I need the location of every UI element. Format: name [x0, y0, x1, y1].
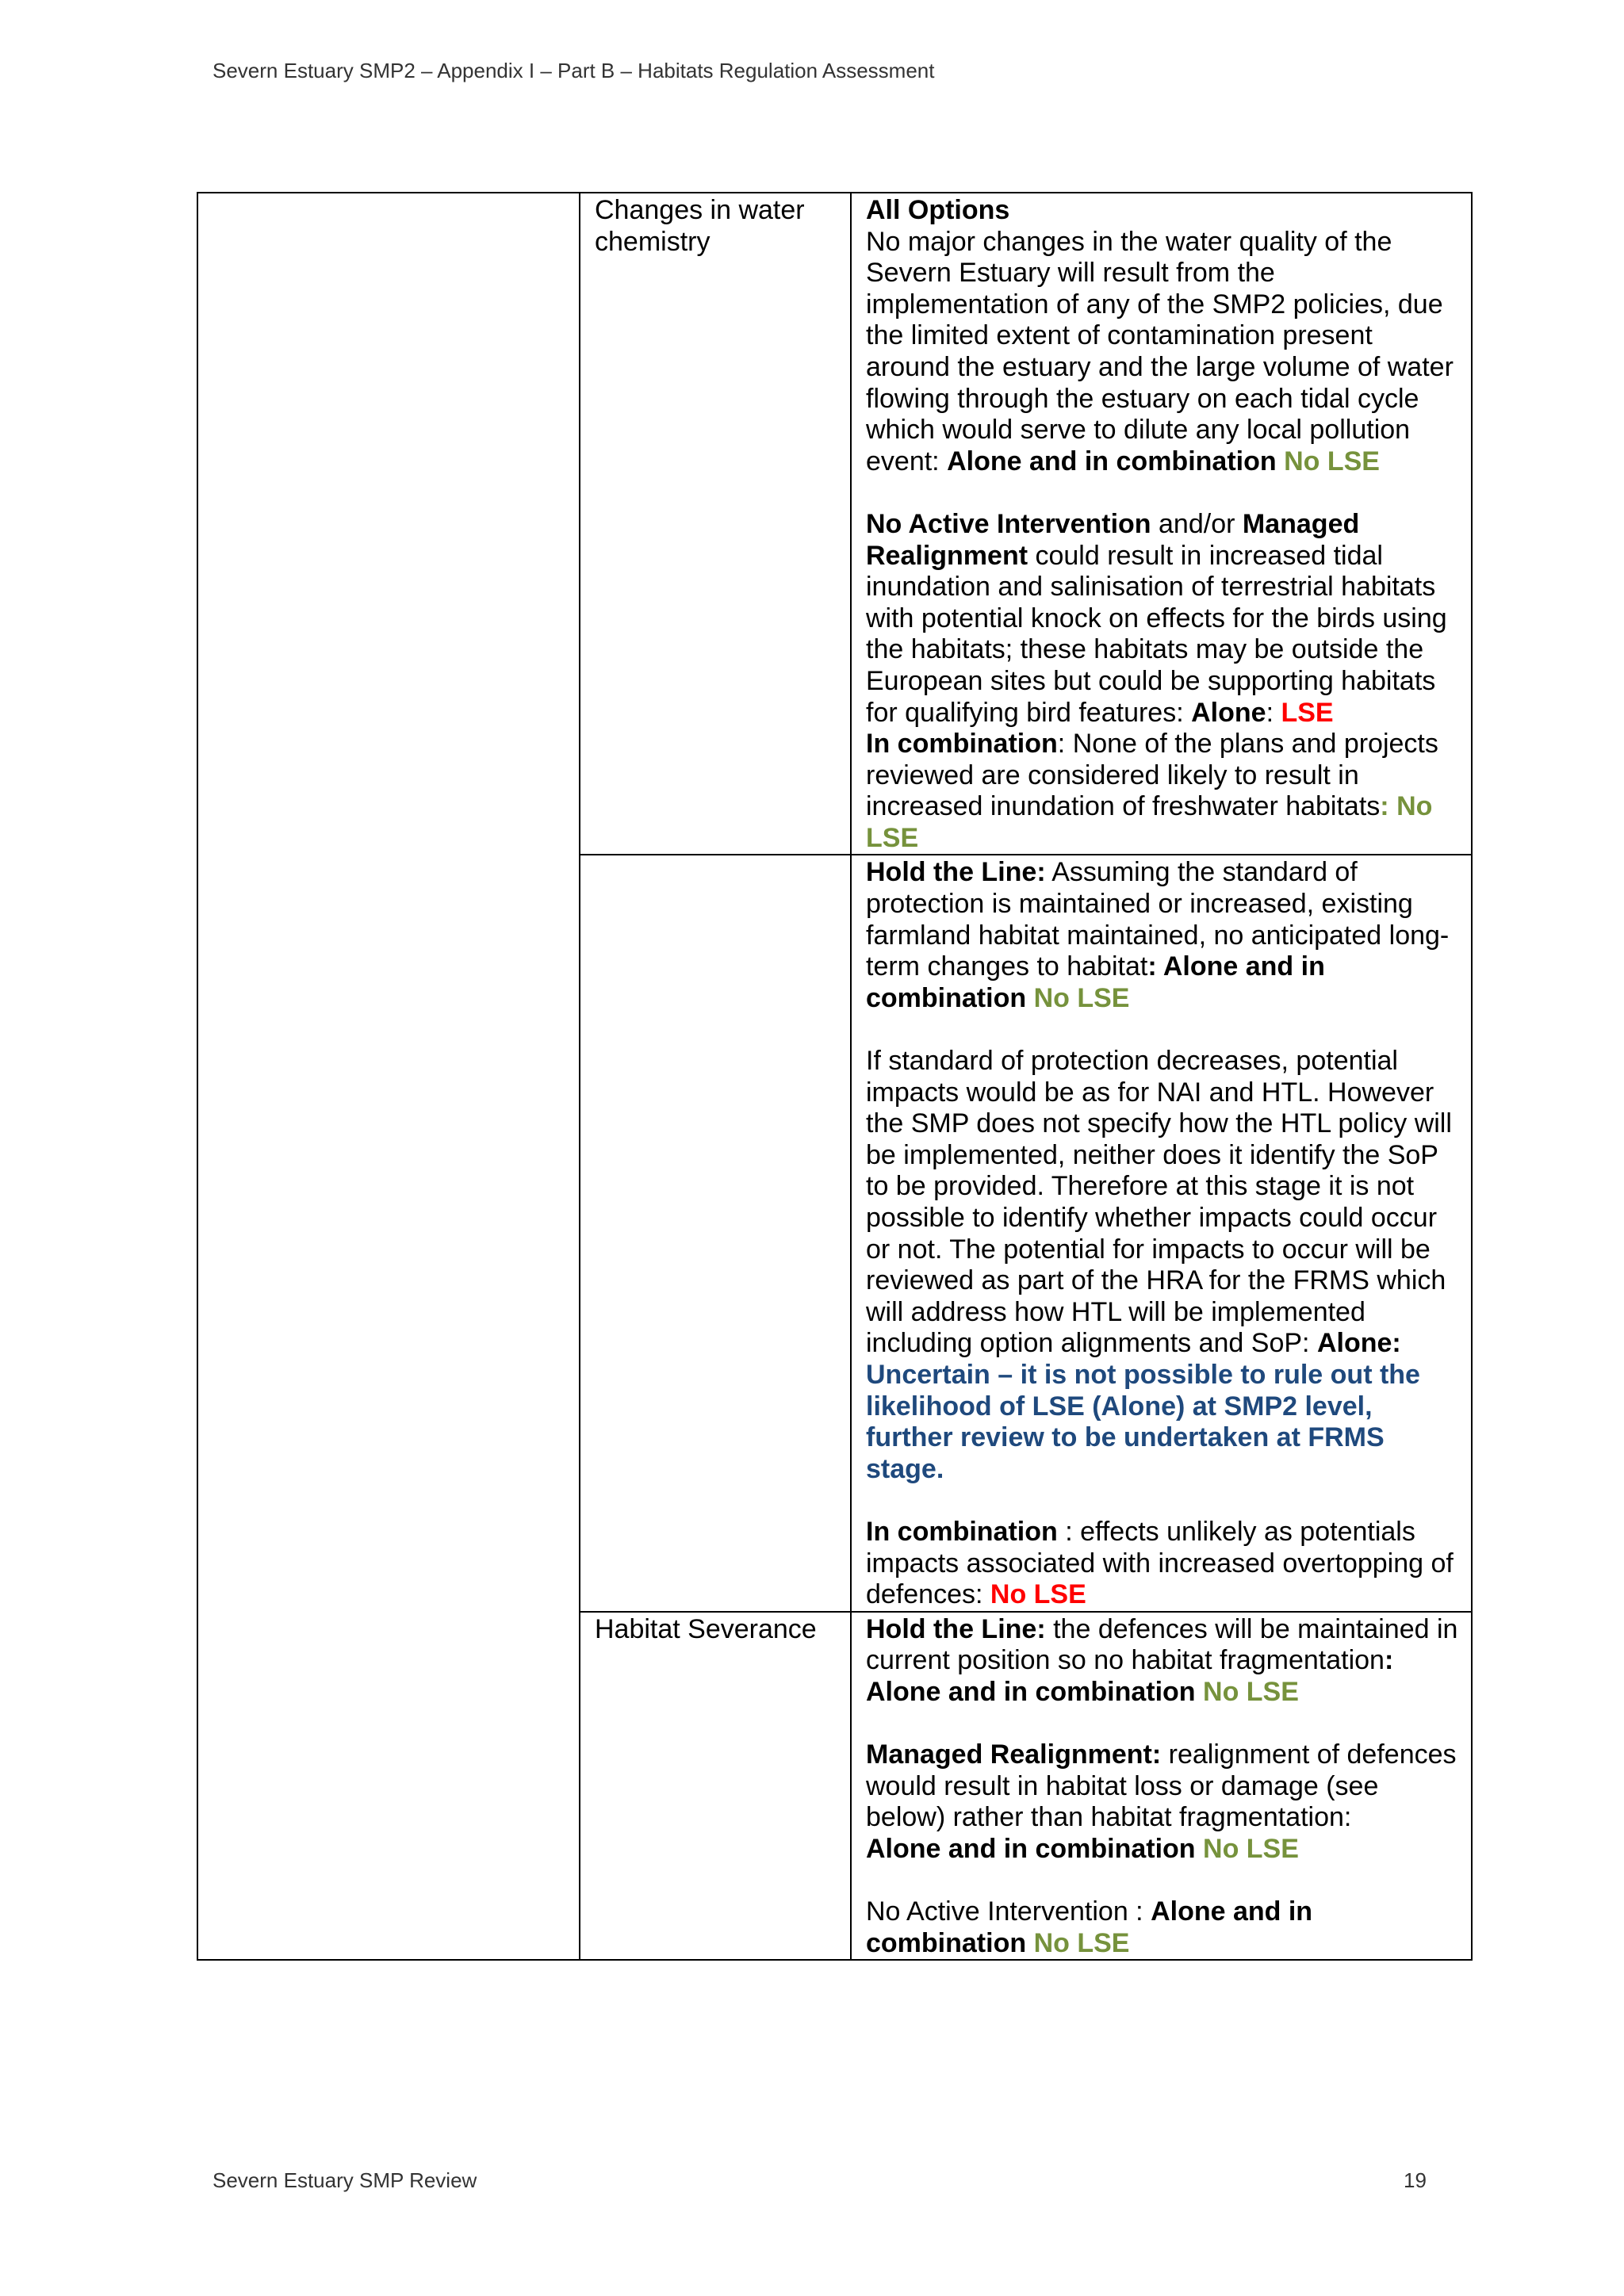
verdict-no-lse: No LSE: [1203, 1833, 1299, 1864]
impact-label-cell: [580, 855, 851, 1611]
htl-paragraph: Hold the Line: Assuming the standard of protection is maintained or increased, existing farmland habitat maintained, no anticipated long-term changes to habitat: Alone and in combination No LSE: [866, 857, 1450, 1013]
page-number: 19: [1404, 2168, 1427, 2192]
verdict-uncertain: Uncertain – it is not possible to rule out the likelihood of LSE (Alone) at SMP2 level, further review to be undertaken at FRMS stage.: [866, 1359, 1420, 1484]
in-combination-paragraph: In combination : effects unlikely as potentials impacts associated with increased overtopping of defences: No LSE: [866, 1516, 1454, 1610]
impact-label: Changes in water chemistry: [595, 195, 805, 257]
assessment-cell: [851, 1612, 1472, 1961]
verdict-lse: LSE: [1281, 697, 1334, 728]
verdict-no-lse: No LSE: [1284, 446, 1380, 476]
nai-paragraph: No Active Intervention and/or Managed Realignment could result in increased tidal inundation and salinisation of terrestrial habitats with potential knock on effects for the birds using the habitats; these habitats may be outside the European sites but could be supporting habitats for qualifying bird features: Alone: LSE In combination: None of the plans and projects reviewed are considered likely to result in increased inundation of freshwater habitats: No LSE: [866, 508, 1447, 853]
table-row: [197, 193, 1472, 855]
page-footer: Severn Estuary SMP Review: [213, 2168, 477, 2192]
verdict-no-lse: No LSE: [1033, 982, 1130, 1013]
htl-paragraph: Hold the Line: the defences will be maintained in current position so no habitat fragmentation: Alone and in combination No LSE: [866, 1613, 1458, 1707]
impact-label-cell: [580, 193, 851, 855]
mr-paragraph: Managed Realignment: realignment of defences would result in habitat loss or damage (see below) rather than habitat fragmentation: Alone and in combination No LSE: [866, 1739, 1457, 1864]
page-header: Severn Estuary SMP2 – Appendix I – Part B – Habitats Regulation Assessment: [213, 59, 935, 82]
verdict-no-lse: No LSE: [1203, 1676, 1299, 1707]
all-options-heading: All Options: [866, 195, 1010, 225]
verdict-no-lse: No LSE: [866, 791, 1433, 853]
assessment-table: [197, 192, 1473, 1961]
impact-label: Habitat Severance: [595, 1613, 817, 1644]
assessment-cell: [851, 855, 1472, 1611]
verdict-no-lse: No LSE: [1033, 1927, 1130, 1958]
verdict-no-lse: No LSE: [990, 1579, 1086, 1610]
sop-paragraph: If standard of protection decreases, potential impacts would be as for NAI and HTL. However the SMP does not specify how the HTL policy will be implemented, neither does it identify the SoP to be provided. Therefore at this stage it is not possible to identify whether impacts could occur or not. The potential for impacts to occur will be reviewed as part of the HRA for the FRMS which will address how HTL will be implemented including option alignments and SoP: Alone: Uncertain – it is not possible to rule out the likelihood of LSE (Alone) at SMP2 level, further review to be undertaken at FRMS stage.: [866, 1046, 1452, 1484]
feature-cell: [197, 193, 580, 1960]
all-options-paragraph: All Options No major changes in the water quality of the Severn Estuary will result from the implementation of any of the SMP2 policies, due the limited extent of contamination present around the estuary and the large volume of water flowing through the estuary on each tidal cycle which would serve to dilute any local pollution event: Alone and in combination No LSE: [866, 195, 1454, 476]
assessment-cell: [851, 193, 1472, 855]
impact-label-cell: [580, 1612, 851, 1961]
nai-paragraph: No Active Intervention : Alone and in combination No LSE: [866, 1896, 1313, 1958]
